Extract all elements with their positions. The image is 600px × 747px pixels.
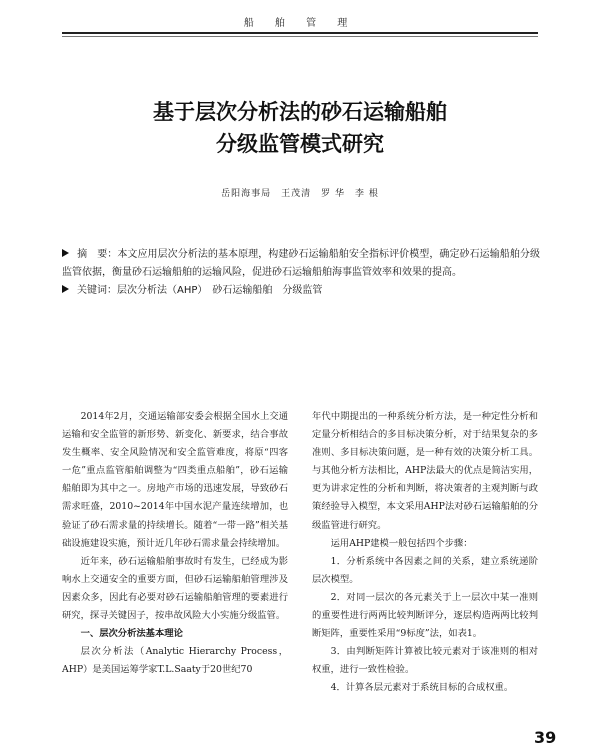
header-rule [62,32,538,34]
right-column [312,408,538,698]
keywords-label: 关键词： [77,285,117,296]
paragraph: 2014年2月，交通运输部安委会根据全国水上交通运输和安全监管的新形势、新变化、新要求，结合事故发生概率、安全风险情况和安全监管难度，将原“四客一危”重点监管船舶调整为“四类重点船舶”，砂石运输船舶即为其中之一。房地产市场的迅速发展，导致砂石需求旺盛，2010~2014年中国水泥产量连续增加，也验证了砂石需求量的持续增长。随着“一带一路”相关基础设施建设实施，预计近几年砂石需求量会持续增加。 [62,411,288,549]
title-line-1: 基于层次分析法的砂石运输船舶 [153,100,447,124]
triangle-bullet-icon [62,249,69,257]
page-number: 39 [534,728,557,747]
keywords [62,282,540,300]
paragraph: 近年来，砂石运输船舶事故时有发生，已经成为影响水上交通安全的重要方面，但砂石运输船舶管理涉及因素众多，因此有必要对砂石运输船舶管理的要素进行研究，探寻关键因子，按串故风险大小实施分级监管。 [62,555,288,622]
abstract-text: 本文应用层次分析法的基本原理，构建砂石运输船舶安全指标评价模型，确定砂石运输船舶分级监管依据，衡量砂石运输船舶的运输风险，促进砂石运输船舶海事监管效率和效果的提高。 [62,249,541,278]
paragraph: 层次分析法（Analytic Hierarchy Process，AHP）是美国运筹学家T.L.Saaty于20世纪70 [62,646,288,676]
abstract-block [62,246,540,300]
title-line-2: 分级监管模式研究 [216,132,384,156]
section-heading: 一、层次分析法基本理论 [80,628,183,640]
header-rule-thin [62,36,538,37]
list-item: 2．对同一层次的各元素关于上一层次中某一准则的重要性进行两两比较判断评分，逐层构造两两比较判断矩阵，重要性采用“9标度”法，如表1。 [312,591,538,640]
triangle-bullet-icon [62,285,69,293]
list-item: 4．计算各层元素对于系统目标的合成权重。 [330,682,514,694]
paragraph: 运用AHP建模一般包括四个步骤： [330,537,473,549]
article-title [0,96,600,160]
left-column [62,408,288,679]
abstract [62,246,540,282]
list-item: 3．由判断矩阵计算被比较元素对于该准则的相对权重，进行一致性检验。 [312,646,538,676]
keywords-text: 层次分析法（AHP） 砂石运输船舶 分级监管 [117,285,323,296]
abstract-label: 摘 要： [77,249,118,260]
list-item: 1．分析系统中各因素之间的关系，建立系统递阶层次模型。 [312,555,538,585]
authors: 岳阳海事局 王茂清 罗 华 李 根 [221,189,379,199]
journal-header: 船 舶 管 理 [243,18,357,29]
paragraph: 年代中期提出的一种系统分析方法，是一种定性分析和定量分析相结合的多目标决策分析，对于结果复杂的多准则、多目标决策问题，是一种有效的决策分析工具。与其他分析方法相比，AHP法最大的优点是简洁实用，更为讲求定性的分析和判断，将决策者的主观判断与政策经验导入模型，本文采用AHP法对砂石运输船舶的分级监管进行研究。 [312,411,538,531]
